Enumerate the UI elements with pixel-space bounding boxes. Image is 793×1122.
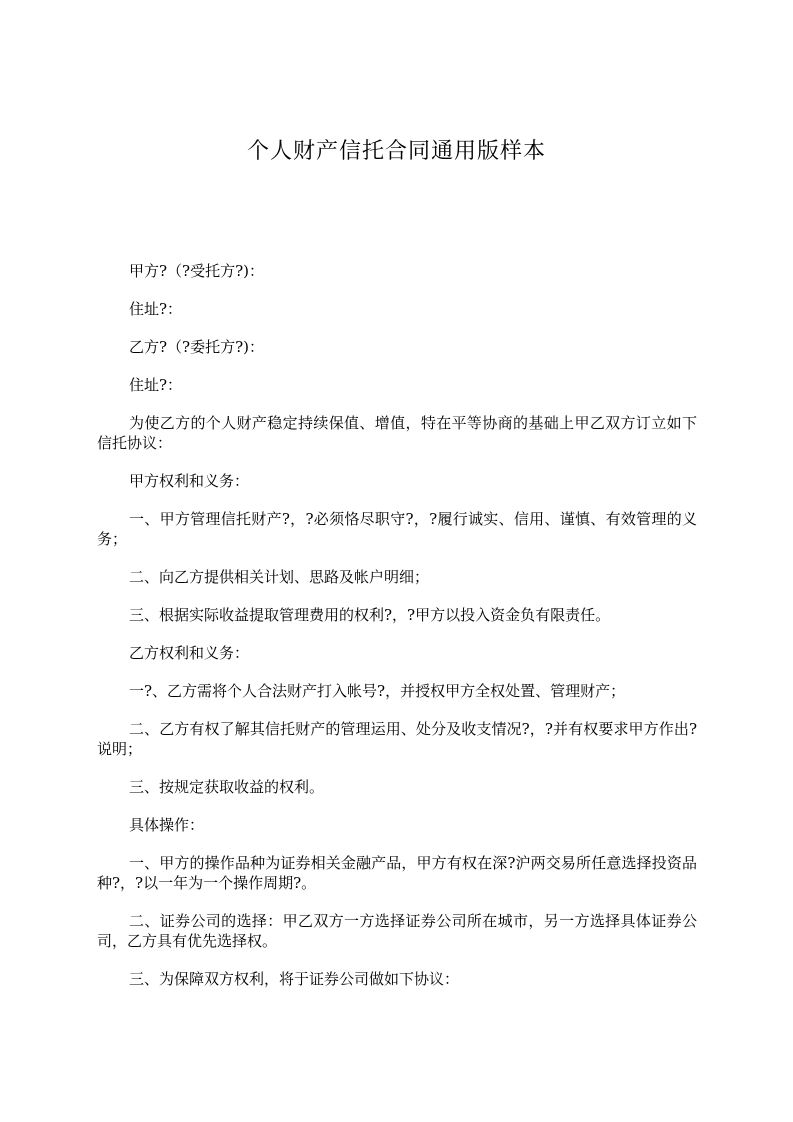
operations-clause-1: 一、甲方的操作品种为证券相关金融产品，甲方有权在深?沪两交易所任意选择投资品种?，?以一年为一个操作周期?。	[97, 854, 697, 892]
section-heading-operations: 具体操作：	[129, 816, 205, 834]
party-b-address: 住址?：	[129, 376, 183, 394]
party-b-line: 乙方?（?委托方?)：	[129, 338, 264, 356]
party-a-line: 甲方?（?受托方?)：	[129, 262, 264, 280]
operations-clause-3: 三、为保障双方权利，将于证券公司做如下协议：	[129, 970, 460, 988]
party-a-clause-3: 三、根据实际收益提取管理费用的权利?，?甲方以投入资金负有限责任。	[129, 606, 611, 624]
document-title: 个人财产信托合同通用版样本	[246, 139, 546, 164]
party-a-address: 住址?：	[129, 300, 183, 318]
operations-clause-2: 二、证券公司的选择：甲乙双方一方选择证券公司所在城市，另一方选择具体证券公司，乙方具有优先选择权。	[97, 912, 697, 950]
party-b-clause-1: 一?、乙方需将个人合法财产打入帐号?，并授权甲方全权处置、管理财产；	[129, 682, 626, 700]
party-a-clause-1: 一、甲方管理信托财产?，?必须恪尽职守?，?履行诚实、信用、谨慎、有效管理的义务；	[97, 510, 697, 548]
preamble-paragraph: 为使乙方的个人财产稳定持续保值、增值，特在平等协商的基础上甲乙双方订立如下信托协议：	[97, 414, 697, 452]
section-heading-party-b-rights: 乙方权利和义务：	[129, 644, 250, 662]
party-b-clause-2: 二、乙方有权了解其信托财产的管理运用、处分及收支情况?，?并有权要求甲方作出?说明；	[97, 720, 697, 758]
party-a-clause-2: 二、向乙方提供相关计划、思路及帐户明细；	[129, 568, 430, 586]
section-heading-party-a-rights: 甲方权利和义务：	[129, 472, 250, 490]
party-b-clause-3: 三、按规定获取收益的权利。	[129, 778, 325, 796]
document-body	[97, 261, 697, 1007]
